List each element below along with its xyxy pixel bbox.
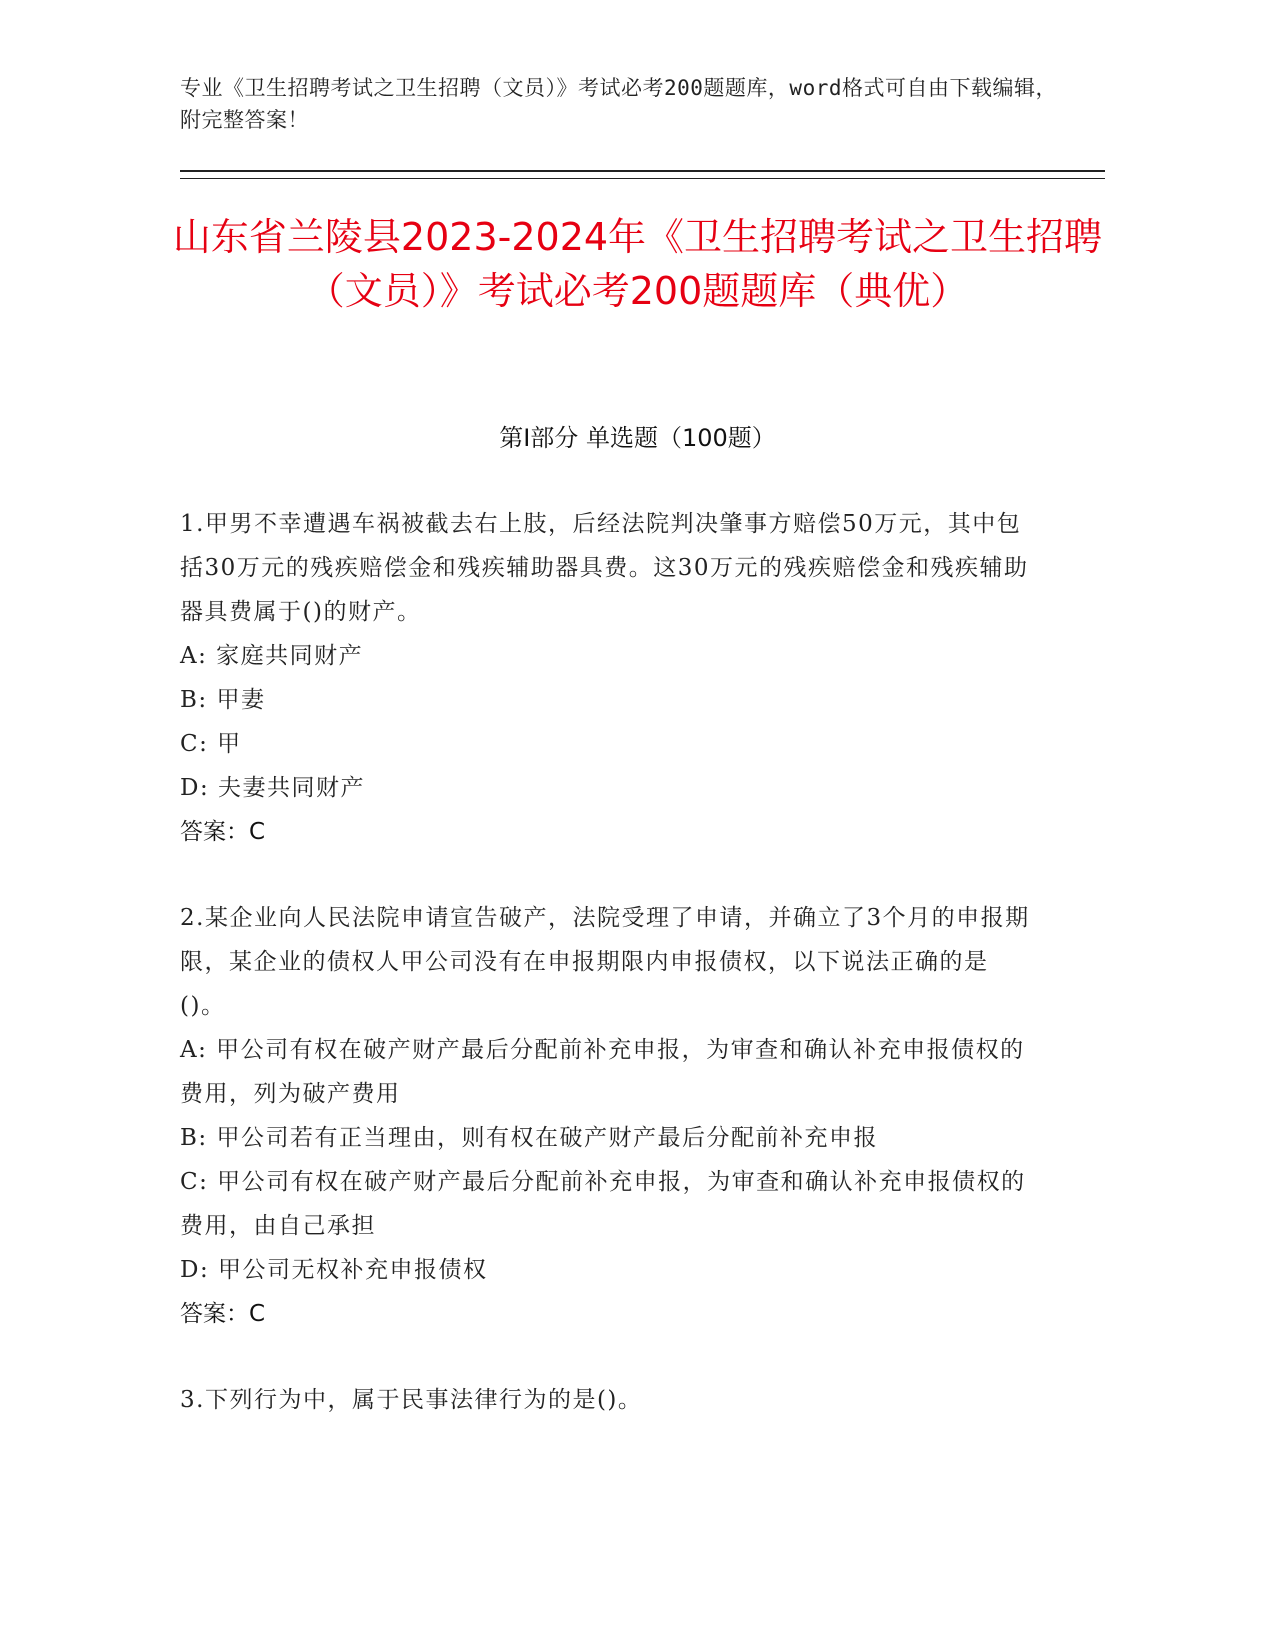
question-stem: 1.甲男不幸遭遇车祸被截去右上肢，后经法院判决肇事方赔偿50万元，其中包括30万元的残疾赔偿金和残疾辅助器具费。这30万元的残疾赔偿金和残疾辅助器具费属于()的财产。 — [180, 511, 1029, 625]
option-b: B: 甲妻 — [180, 687, 266, 713]
question-1 — [180, 502, 1030, 854]
question-spacer — [180, 1336, 1030, 1378]
header-note: 专业《卫生招聘考试之卫生招聘（文员）》考试必考200题题库，word格式可自由下载编辑，附完整答案！ — [180, 76, 1057, 132]
option-c: C: 甲公司有权在破产财产最后分配前补充申报，为审查和确认补充申报债权的费用，由自己承担 — [180, 1169, 1026, 1239]
answer: 答案：C — [180, 1301, 266, 1327]
option-a: A: 家庭共同财产 — [180, 643, 364, 669]
question-3 — [180, 1378, 1030, 1422]
option-d: D: 夫妻共同财产 — [180, 775, 366, 801]
question-list — [180, 502, 1030, 1422]
option-b: B: 甲公司若有正当理由，则有权在破产财产最后分配前补充申报 — [180, 1125, 878, 1151]
question-2 — [180, 896, 1030, 1336]
header-rule-thin — [180, 178, 1105, 179]
header-rule-thick — [180, 170, 1105, 172]
option-a: A: 甲公司有权在破产财产最后分配前补充申报，为审查和确认补充申报债权的费用，列为破产费用 — [180, 1037, 1025, 1107]
section-heading: 第Ⅰ部分 单选题（100题） — [499, 424, 776, 452]
option-d: D: 甲公司无权补充申报债权 — [180, 1257, 488, 1283]
question-stem: 3.下列行为中，属于民事法律行为的是()。 — [180, 1387, 643, 1413]
option-c: C: 甲 — [180, 731, 242, 757]
document-title: 山东省兰陵县2023-2024年《卫生招聘考试之卫生招聘（文员）》考试必考200题题库（典优） — [172, 215, 1103, 313]
question-stem: 2.某企业向人民法院申请宣告破产，法院受理了申请，并确立了3个月的申报期限，某企业的债权人甲公司没有在申报期限内申报债权，以下说法正确的是()。 — [180, 905, 1030, 1019]
answer: 答案：C — [180, 819, 266, 845]
question-spacer — [180, 854, 1030, 896]
